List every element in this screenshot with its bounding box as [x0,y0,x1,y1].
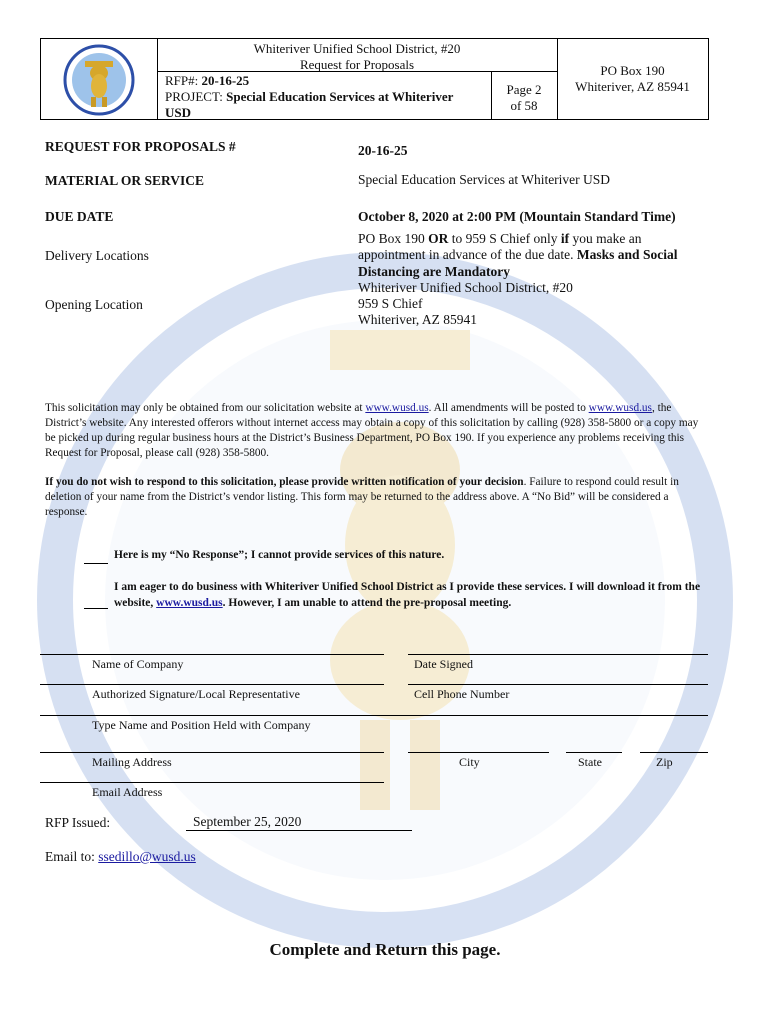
rfp-number-label: RFP#: [165,73,199,88]
opening-location-label: Opening Location [45,297,143,312]
header-table [40,38,709,120]
eager-text-b: . However, I am unable to attend the pre-proposal meeting. [222,596,512,609]
solicitation-text-a: This solicitation may only be obtained from our solicitation website at [45,402,363,414]
solicitation-paragraph [45,401,705,461]
company-line[interactable] [40,654,384,655]
po-box: PO Box 190 [600,63,665,78]
wusd-link-1[interactable]: www.wusd.us [365,402,429,414]
company-label: Name of Company [92,657,184,671]
opening-city: Whiteriver, AZ 85941 [358,312,478,328]
delivery-locations-label: Delivery Locations [45,248,149,263]
mailing-line[interactable] [40,752,384,753]
signature-label: Authorized Signature/Local Representative [92,687,300,701]
rfp-issued-label: RFP Issued: [45,815,111,830]
page-number-cell [491,71,557,119]
logo-cell [41,39,158,119]
address-cell [557,39,708,119]
delivery-distancing: Distancing are Mandatory [358,263,510,279]
no-response-option: Here is my “No Response”; I cannot provide services of this nature. [114,549,445,561]
state-line[interactable] [566,752,622,753]
date-line[interactable] [408,654,708,655]
header-title-block [157,41,557,73]
eager-text-a: I am eager to do business with Whiteriver Unified School District as I provide these services. I will download it from the website, [114,581,701,609]
type-name-label: Type Name and Position Held with Company [92,718,311,732]
district-name: Whiteriver Unified School District, #20 [253,41,461,56]
no-response-checkline[interactable] [84,563,108,564]
rfp-row-label: REQUEST FOR PROPOSALS # [45,139,236,154]
delivery-advance: appointment in advance of the due date. [358,247,574,263]
city-line-field[interactable] [408,752,549,753]
city-line: Whiteriver, AZ 85941 [575,79,690,94]
email-to-label: Email to: [45,849,95,864]
delivery-or: OR [428,231,449,246]
solicitation-text-c: , the District’s website. Any interested offerors without internet access may obtain a copy of this solicitation by calling (928) 358-5800 or a copy may be picked up during regular business hours at the District’s Business Department, PO Box 190. If you experience any problems receiving this Request for Proposal, please call (928) 358-5800. [45,402,699,459]
delivery-locations-value [358,231,703,329]
opening-district: Whiteriver Unified School District, #20 [358,279,573,295]
cell-phone-label: Cell Phone Number [414,687,510,701]
delivery-appointment: you make an [572,231,642,246]
due-date-value: October 8, 2020 at 2:00 PM (Mountain Standard Time) [358,209,676,224]
delivery-masks: Masks and Social [576,247,678,263]
email-line[interactable] [40,782,384,783]
zip-line[interactable] [640,752,708,753]
material-row-label: MATERIAL OR SERVICE [45,173,205,188]
email-to [45,849,196,865]
email-link[interactable]: ssedillo@wusd.us [98,849,196,864]
project-label: PROJECT: [165,89,223,104]
rfp-subtitle: Request for Proposals [299,57,415,72]
state-label: State [578,755,602,769]
district-address [557,63,708,95]
due-date-label: DUE DATE [45,209,114,224]
cell-line[interactable] [408,684,708,685]
page-of: of 58 [510,98,538,113]
issued-underline [186,830,412,831]
eager-checkline[interactable] [84,608,108,609]
material-row-value: Special Education Services at Whiteriver USD [358,172,611,187]
rfp-issued-date: September 25, 2020 [193,814,302,829]
rfp-number: 20-16-25 [201,73,250,88]
type-name-line[interactable] [40,715,708,716]
email-address-label: Email Address [92,785,163,799]
delivery-chief: to 959 S Chief only [451,231,558,246]
mailing-label: Mailing Address [92,755,172,769]
no-bid-paragraph [45,475,705,520]
signature-line[interactable] [40,684,384,685]
wusd-link-3[interactable]: www.wusd.us [156,596,223,609]
title-cell [157,39,558,119]
no-bid-notice: If you do not wish to respond to this solicitation, please provide written notification of your decision [45,476,524,488]
project-info [165,73,475,121]
city-label: City [459,755,480,769]
district-logo [41,39,157,119]
date-signed-label: Date Signed [414,657,473,671]
eager-option [114,580,714,611]
solicitation-text-b: . All amendments will be posted to [428,402,586,414]
project-name: Special Education Services at Whiteriver USD [165,89,454,120]
wusd-link-2[interactable]: www.wusd.us [588,402,652,414]
page-label: Page 2 [506,82,542,97]
zip-label: Zip [656,755,673,769]
rfp-row-value: 20-16-25 [358,143,408,158]
delivery-if: if [560,231,570,246]
delivery-po-box: PO Box 190 [358,231,425,246]
complete-return-heading: Complete and Return this page. [269,940,501,959]
opening-street: 959 S Chief [358,296,423,312]
no-bid-text: . Failure to respond could result in deletion of your name from the District’s vendor listing. This form may be returned to the address above. A “No Bid” will be considered a response. [45,476,679,518]
